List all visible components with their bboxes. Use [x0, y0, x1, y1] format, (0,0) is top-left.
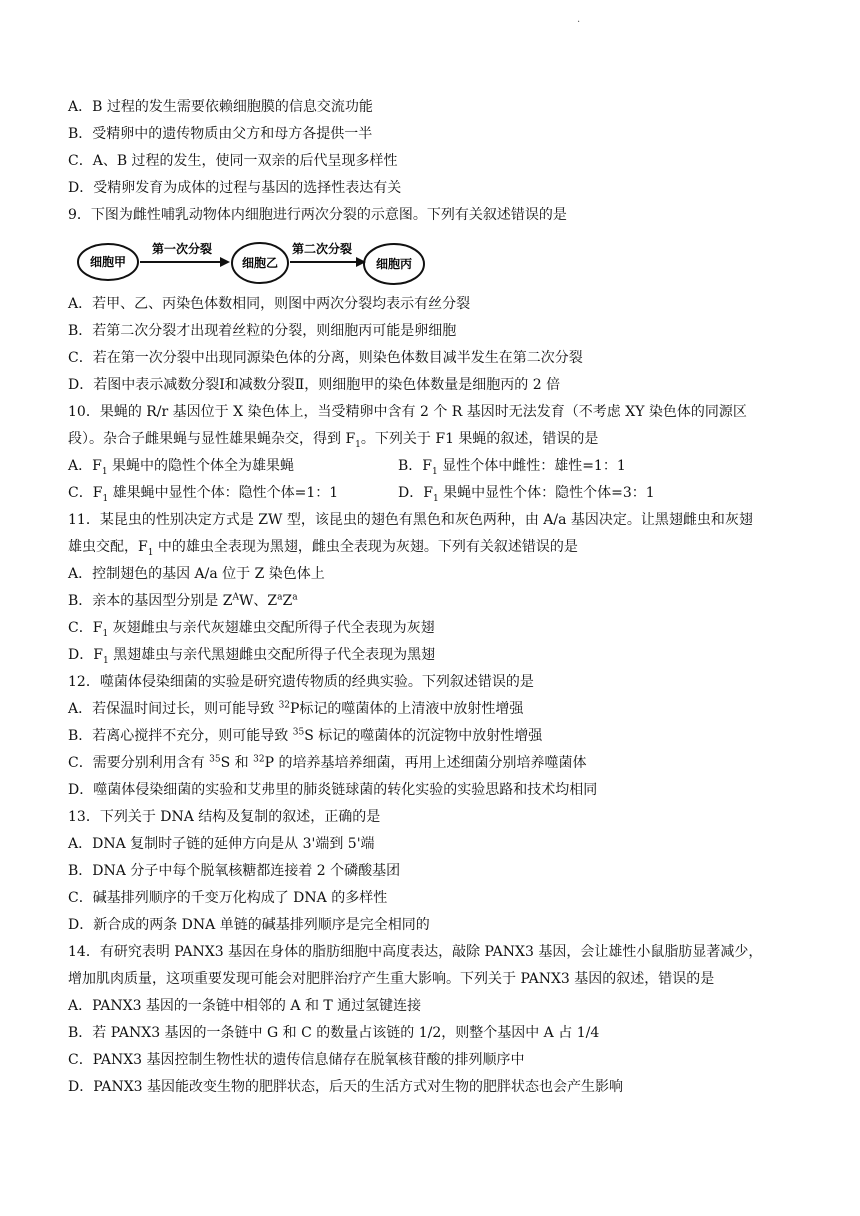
arrow-2-label: 第二次分裂: [291, 242, 353, 256]
q10-options-ab: [68, 453, 798, 480]
q9-option-a: A．若甲、乙、丙染色体数相同，则图中两次分裂均表示有丝分裂: [68, 296, 471, 312]
q13-option-a: A．DNA 复制时子链的延伸方向是从 3'端到 5'端: [68, 836, 375, 852]
q14-stem-line1: 14．有研究表明 PANX3 基因在身体的脂肪细胞中高度表达，敲除 PANX3 基因，会让雄性小鼠脂肪显著减少，: [68, 944, 763, 960]
arrow-1-head: [220, 257, 230, 267]
q11-option-a: A．控制翅色的基因 A/a 位于 Z 染色体上: [68, 566, 325, 582]
q10-stem-line2: 段）。杂合子雌果蝇与显性雄果蝇杂交，得到 $F_1$。下列关于 F1 果蝇的叙述，错误的是: [68, 431, 599, 450]
q14-option-d: D．PANX3 基因能改变生物的肥胖状态，后天的生活方式对生物的肥胖状态也会产生影响: [68, 1079, 624, 1095]
arrow-1-label: 第一次分裂: [151, 242, 213, 256]
q12-stem: 12．噬菌体侵染细菌的实验是研究遗传物质的经典实验。下列叙述错误的是: [68, 674, 534, 690]
header-mark: .: [577, 14, 581, 25]
q14-option-a: A．PANX3 基因的一条链中相邻的 A 和 T 通过氢键连接: [68, 998, 422, 1014]
q13-option-b: B．DNA 分子中每个脱氧核糖都连接着 2 个磷酸基团: [68, 863, 401, 879]
q10-option-a: A．$F_1$ 果蝇中的隐性个体全为雄果蝇: [68, 458, 295, 477]
q11-option-b: B．亲本的基因型分别是 $Z^AW$、$Z^aZ^a$: [68, 592, 298, 609]
q8-option-b: B．受精卵中的遗传物质由父方和母方各提供一半: [68, 126, 373, 142]
q8-option-d: D．受精卵发育为成体的过程与基因的选择性表达有关: [68, 180, 402, 196]
q8-option-a: A．B 过程的发生需要依赖细胞膜的信息交流功能: [68, 99, 373, 115]
q13-option-d: D．新合成的两条 DNA 单链的碱基排列顺序是完全相同的: [68, 917, 430, 933]
q11-option-c: C．$F_1$ 灰翅雌虫与亲代灰翅雄虫交配所得子代全表现为灰翅: [68, 620, 435, 639]
q13-stem: 13．下列关于 DNA 结构及复制的叙述，正确的是: [68, 809, 381, 825]
cell-b-label: 细胞乙: [241, 256, 279, 270]
q14-option-b: B．若 PANX3 基因的一条链中 G 和 C 的数量占该链的 1/2，则整个基因中 A 占 1/4: [68, 1025, 600, 1041]
cell-c-label: 细胞丙: [375, 257, 413, 271]
q10-option-c: C．$F_1$ 雄果蝇中显性个体：隐性个体=1：1: [68, 485, 339, 504]
question-sheet: [68, 94, 798, 1101]
q12-option-b: B．若离心搅拌不充分，则可能导致 $^{35}$S 标记的噬菌体的沉淀物中放射性增强: [68, 727, 543, 744]
q11-option-d: D．$F_1$ 黑翅雄虫与亲代黑翅雌虫交配所得子代全表现为黑翅: [68, 647, 436, 666]
q10-option-d: D．$F_1$ 果蝇中显性个体：隐性个体=3：1: [398, 485, 655, 504]
q10-stem-line1: 10．果蝇的 R/r 基因位于 X 染色体上，当受精卵中含有 2 个 R 基因时无法发育（不考虑 XY 染色体的同源区: [68, 404, 747, 420]
q13-option-c: C．碱基排列顺序的千变万化构成了 DNA 的多样性: [68, 890, 388, 906]
q12-option-d: D．噬菌体侵染细菌的实验和艾弗里的肺炎链球菌的转化实验的实验思路和技术均相同: [68, 782, 598, 798]
q14-option-c: C．PANX3 基因控制生物性状的遗传信息储存在脱氧核苷酸的排列顺序中: [68, 1052, 525, 1068]
q9-option-d: D．若图中表示减数分裂Ⅰ和减数分裂Ⅱ，则细胞甲的染色体数量是细胞丙的 2 倍: [68, 377, 561, 393]
cell-a-label: 细胞甲: [89, 255, 127, 269]
q9-option-c: C．若在第一次分裂中出现同源染色体的分离，则染色体数目减半发生在第二次分裂: [68, 350, 583, 366]
q14-stem-line2: 增加肌肉质量，这项重要发现可能会对肥胖治疗产生重大影响。下列关于 PANX3 基因的叙述，错误的是: [68, 971, 715, 987]
q9-option-b: B．若第二次分裂才出现着丝粒的分裂，则细胞丙可能是卵细胞: [68, 323, 457, 339]
q11-stem-line1: 11．某昆虫的性别决定方式是 ZW 型，该昆虫的翅色有黑色和灰色两种，由 A/a 基因决定。让黑翅雌虫和灰翅: [68, 512, 753, 528]
q11-stem-line2: 雄虫交配，$F_1$ 中的雄虫全表现为黑翅，雌虫全表现为灰翅。下列有关叙述错误的是: [68, 539, 578, 558]
q8-option-c: C．A、B 过程的发生，使同一双亲的后代呈现多样性: [68, 153, 398, 169]
q9-stem: 9．下图为雌性哺乳动物体内细胞进行两次分裂的示意图。下列有关叙述错误的是: [68, 207, 567, 223]
cell-division-diagram: [74, 229, 798, 291]
q10-option-b: B．$F_1$ 显性个体中雌性：雄性=1：1: [398, 458, 626, 477]
q10-options-cd: [68, 480, 798, 507]
q12-option-a: A．若保温时间过长，则可能导致 $^{32}$P标记的噬菌体的上清液中放射性增强: [68, 700, 524, 717]
q12-option-c: C．需要分别利用含有 $^{35}$S 和 $^{32}$P 的培养基培养细菌，再用上述细菌分别培养噬菌体: [68, 754, 587, 771]
